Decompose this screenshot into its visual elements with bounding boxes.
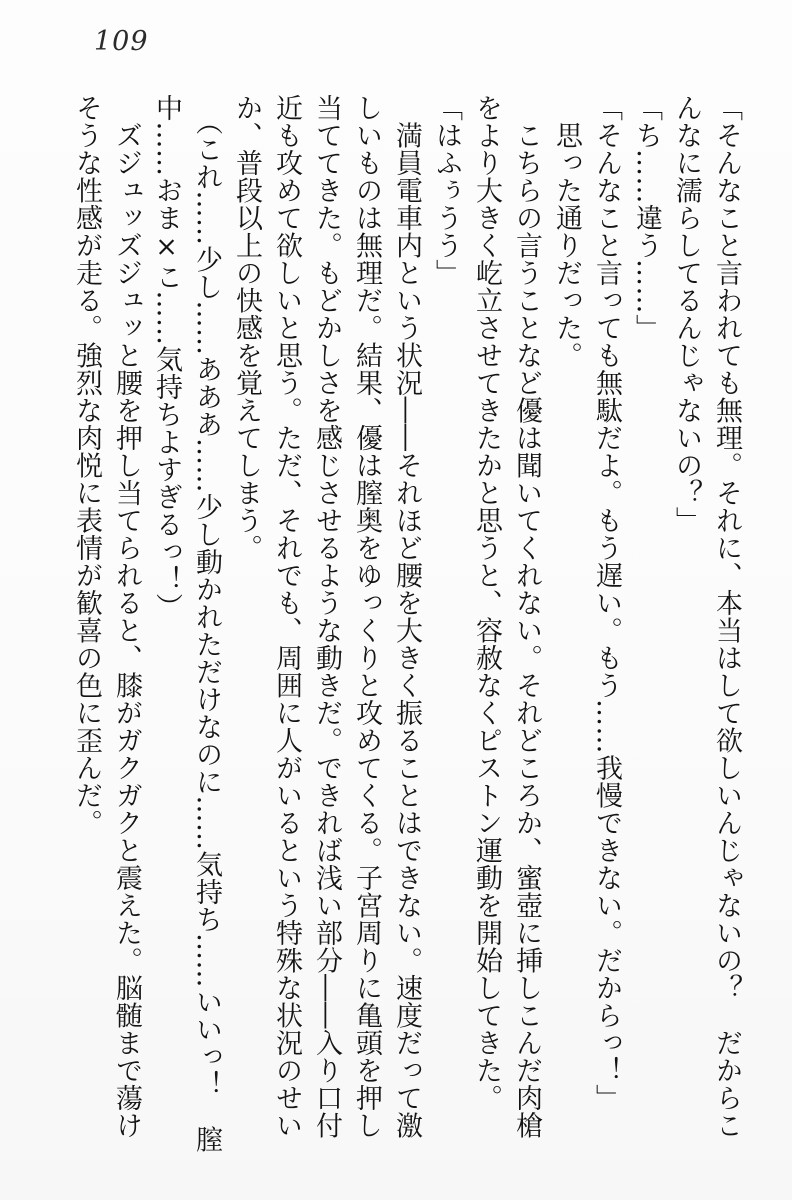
- text-line: ズジュッズジュッと腰を押し当てられると、膝がガクガクと震えた。脳髄まで蕩け: [111, 94, 142, 1139]
- text-line: んなに濡らしてるんじゃないの？」: [671, 94, 702, 534]
- text-line: 思った通りだった。: [551, 94, 582, 369]
- text-line: 「はふぅうう」: [431, 94, 462, 287]
- text-line: 満員電車内という状況――それほど腰を大きく振ることはできない。速度だって激: [391, 94, 422, 1139]
- text-line: か、普段以上の快感を覚えてしまう。: [231, 94, 262, 562]
- text-line: 中……おま×こ……気持ちよすぎるっ！）: [151, 94, 182, 621]
- text-line: をより大きく屹立させてきたかと思うと、容赦なくピストン運動を開始してきた。: [471, 94, 502, 1112]
- text-line: 当ててきた。もどかしさを感じさせるような動きだ。できれば浅い部分――入り口付: [311, 94, 342, 1139]
- text-line: しいものは無理だ。結果、優は膣奥をゆっくりと攻めてくる。子宮周りに亀頭を押し: [351, 94, 382, 1139]
- text-line: 「そんなこと言われても無理。それに、本当はして欲しいんじゃないの？ だからこ: [711, 94, 742, 1139]
- text-line: （これ……少し……あああ……少し動かれただけなのに……気持ち……いいっ！ 膣: [191, 94, 222, 1153]
- text-line: 「そんなこと言っても無駄だよ。もう遅い。もう……我慢できない。だからっ！」: [591, 94, 622, 1112]
- text-line: そうな性感が走る。強烈な肉悦に表情が歓喜の色に歪んだ。: [71, 94, 102, 837]
- text-line: 「ち……違う……」: [631, 94, 662, 342]
- text-line: こちらの言うことなど優は聞いてくれない。それどころか、蜜壺に挿しこんだ肉槍: [511, 94, 542, 1139]
- vertical-text-block: [66, 94, 746, 1198]
- page-number: 109: [94, 26, 149, 57]
- text-line: 近も攻めて欲しいと思う。ただ、それでも、周囲に人がいるという特殊な状況のせい: [271, 94, 302, 1139]
